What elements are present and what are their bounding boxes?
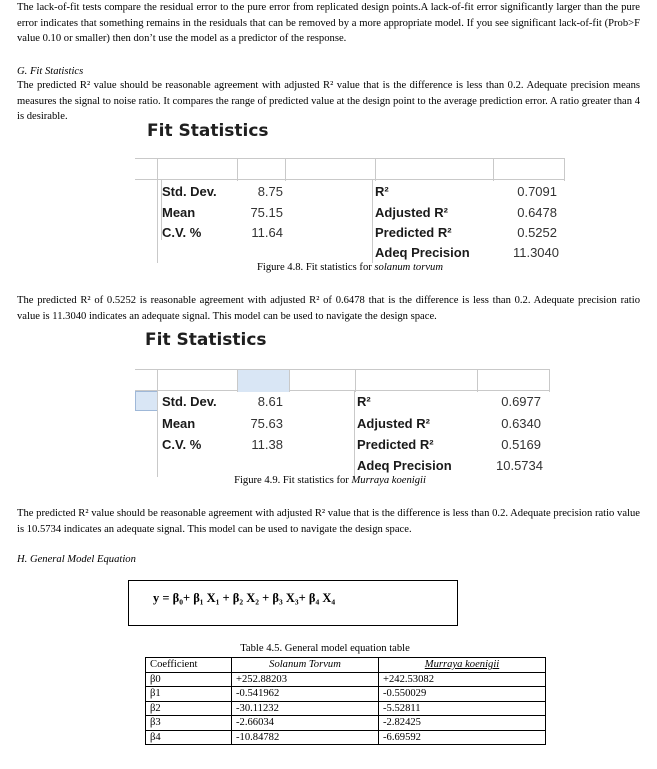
table-row: [146, 672, 546, 687]
cv-label: C.V. %: [162, 437, 202, 452]
caption-species: Murraya koenigii: [351, 475, 426, 486]
caption-text: Figure 4.9. Fit statistics for: [234, 475, 352, 486]
cv-value: 11.38: [251, 437, 283, 452]
header-coefficient: Coefficient: [146, 658, 232, 673]
coefficient-table: [145, 657, 546, 745]
adeq-precision-label: Adeq Precision: [357, 458, 452, 473]
paragraph-lack-of-fit: The lack-of-fit tests compare the residual error to the pure error from replicated design points.A lack-of-fit error significantly larger than the pure error indicates that something remains in the residuals that can be removed by a more appropriate model. If you see significant lack-of-fit (Prob>F value 0.10 or smaller) then don’t use the model as a predictor of the response.: [17, 2, 640, 44]
murraya-cell: -6.69592: [379, 730, 546, 745]
caption-species: solanum torvum: [374, 262, 443, 273]
table-row: [146, 687, 546, 702]
mean-value: 75.63: [250, 416, 283, 431]
r2-value: 0.6977: [501, 394, 541, 409]
coefficient-cell: β2: [146, 701, 232, 716]
cv-label: C.V. %: [162, 225, 202, 240]
solanum-cell: +252.88203: [232, 672, 379, 687]
adeq-precision-value: 11.3040: [512, 245, 559, 260]
fit-statistics-panel-1: [135, 158, 565, 263]
section-heading-h: H. General Model Equation: [17, 554, 136, 565]
solanum-cell: -30.11232: [232, 701, 379, 716]
r2-label: R²: [375, 184, 389, 199]
coefficient-cell: β3: [146, 716, 232, 731]
solanum-cell: -2.66034: [232, 716, 379, 731]
table-caption: Table 4.5. General model equation table: [240, 643, 410, 654]
equation-box: [128, 580, 458, 626]
murraya-cell: -2.82425: [379, 716, 546, 731]
adeq-precision-value: 10.5734: [496, 458, 543, 473]
murraya-cell: -5.52811: [379, 701, 546, 716]
std-dev-label: Std. Dev.: [162, 184, 217, 199]
std-dev-label: Std. Dev.: [162, 394, 217, 409]
cv-value: 11.64: [251, 225, 283, 240]
header-murraya: Murraya koenigii: [379, 658, 546, 673]
murraya-cell: -0.550029: [379, 687, 546, 702]
mean-label: Mean: [162, 205, 196, 220]
solanum-cell: -0.541962: [232, 687, 379, 702]
solanum-cell: -10.84782: [232, 730, 379, 745]
paragraph-fit-intro: The predicted R² value should be reasonable agreement with adjusted R² value that is the difference is less than 0.2. Adequate precision means measures the signal to noise ratio. It compares the range of predicted value at the design point to the average prediction error. A ratio greater than 4 is desirable.: [17, 80, 640, 122]
murraya-cell: +242.53082: [379, 672, 546, 687]
table-header-row: [146, 658, 546, 673]
section-heading-g: G. Fit Statistics: [17, 66, 84, 77]
coefficient-cell: β0: [146, 672, 232, 687]
paragraph-murraya-result: The predicted R² value should be reasonable agreement with adjusted R² value that is the difference is less than 0.2. Adequate precision ratio value is 10.5734 indicates an adequate signal. This model can be used to navigate the design space.: [17, 508, 640, 535]
figure-caption-4-8: [140, 262, 560, 273]
fit-statistics-title-1: Fit Statistics: [147, 121, 269, 141]
r2-label: R²: [357, 394, 371, 409]
r2-value: 0.7091: [517, 184, 557, 199]
adjusted-r2-value: 0.6340: [501, 416, 541, 431]
table-row: [146, 716, 546, 731]
selected-row-indicator: [135, 391, 158, 411]
panel-header-row: [135, 158, 565, 180]
coefficient-cell: β4: [146, 730, 232, 745]
figure-caption-4-9: [120, 475, 540, 486]
std-dev-value: 8.75: [257, 184, 283, 199]
std-dev-value: 8.61: [257, 394, 283, 409]
coefficient-cell: β1: [146, 687, 232, 702]
table-row: [146, 701, 546, 716]
fit-statistics-title-2: Fit Statistics: [145, 330, 267, 350]
adjusted-r2-label: Adjusted R²: [357, 416, 430, 431]
caption-text: Figure 4.8. Fit statistics for: [257, 262, 375, 273]
mean-value: 75.15: [250, 205, 283, 220]
predicted-r2-value: 0.5252: [517, 225, 557, 240]
header-solanum: Solanum Torvum: [232, 658, 379, 673]
predicted-r2-value: 0.5169: [501, 437, 541, 452]
adeq-precision-label: Adeq Precision: [375, 245, 470, 260]
adjusted-r2-label: Adjusted R²: [375, 205, 448, 220]
predicted-r2-label: Predicted R²: [375, 225, 452, 240]
fit-statistics-panel-2: [135, 369, 550, 477]
table-row: [146, 730, 546, 745]
adjusted-r2-value: 0.6478: [517, 205, 557, 220]
paragraph-solanum-result: The predicted R² of 0.5252 is reasonable agreement with adjusted R² of 0.6478 that is the difference is less than 0.2. Adequate precision ratio value is 11.3040 indicates an adequate signal. This model can be used to navigate the design space.: [17, 295, 640, 322]
predicted-r2-label: Predicted R²: [357, 437, 434, 452]
panel-header-row: [135, 369, 550, 391]
mean-label: Mean: [162, 416, 196, 431]
model-equation: y = β₀+ β₁ X₁ + β₂ X₂ + β₃ X₃+ β₄ X₄: [153, 591, 336, 605]
